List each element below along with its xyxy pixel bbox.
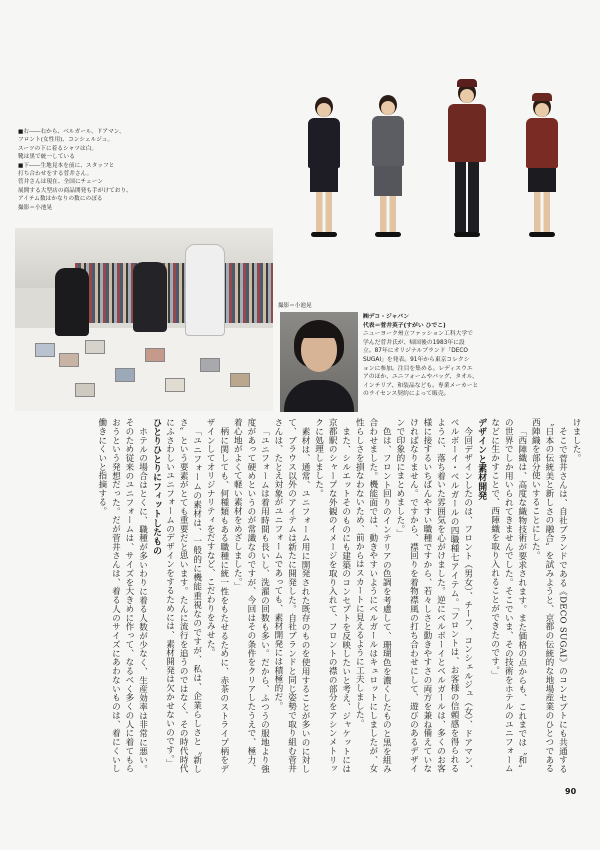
caption-line: ■右――右から、ベルガール、ドアマン、 bbox=[18, 129, 125, 135]
page-number: 90 bbox=[565, 787, 577, 796]
bio-line: 学んだ菅井氏が、帰国後の1983年に設 bbox=[363, 339, 465, 346]
portrait-photo-credit: 撮影＝小池晃 bbox=[278, 303, 312, 309]
caption-line: 撮影＝小池晃 bbox=[18, 204, 53, 211]
bio-line: 代表＝菅井英子(すがい ひでこ) bbox=[363, 322, 446, 329]
company-profile bbox=[363, 313, 583, 399]
body-paragraph: そこで菅井さんは、自社ブランドである《DECO SUGAI》のコンセプトにも共通する〝日本の伝統美と新しさの融合〟を試みようと、京都の伝統的な地場産業のひとつである西陣織を部分使いすることにした。 bbox=[530, 418, 568, 773]
bio-line: 立。87年にオリジナルブランド「DECO bbox=[363, 348, 468, 355]
caption-line: アイテム数はかなりの数にのぼる bbox=[18, 196, 103, 203]
photo-caption bbox=[18, 128, 233, 212]
portrait-photo bbox=[280, 312, 358, 412]
figure-concierge bbox=[372, 95, 404, 237]
uniform-figures-photo bbox=[290, 70, 590, 245]
bio-line: のライセンス契約によって販売。 bbox=[363, 391, 450, 398]
caption-line: 展開する大型店の商品開発も手がけており、 bbox=[18, 187, 132, 194]
figure-bellgirl bbox=[526, 93, 558, 237]
bio-line: SUGAI」を発表。91年から東京コレクシ bbox=[363, 356, 470, 363]
body-paragraph: 色は、フロント回りのインテリアの色調を考慮して、珊瑚色を濃くしたものと黒を組み合わせました。機能面では、動きやすいようにベルガールはキュロットにしましたが、女性らしさを損なわないため、前からはスカートに見えるように工夫しました。 bbox=[354, 418, 392, 773]
body-paragraph: 今回デザインしたのは、フロント（男女）、チーフ、コンシェルジュ（女）、ドアマン、ベルボーイ・ベルガールの四職種七アイテム。「フロントは、お客様の信頼感を得られるように、落ち着いた雰囲気を心がけました。逆にベルボーイとベルガールは、多くのお客様に接するいちばんやすい職種ですから、若々しさと動きやすさの両方を兼ね備えていなければなりません。ですから、襟回りを着物襟風の打ち合わせにして、遊びのあるデザインで印象的にまとめました。」 bbox=[394, 418, 473, 773]
body-paragraph: 素材は、通常、ユニフォーム用に開発された既存のものを使用することが多いのに対して、ブラウス以外のアイテムは新たに開発した。自社ブランドと同じ姿勢で取り組む菅井さんは、たとえ対象がユニフォームであっても、素材開発には積極的だ。 bbox=[272, 418, 311, 773]
section-heading-design: デザインと素材開発 bbox=[476, 418, 487, 501]
article-body bbox=[16, 418, 582, 773]
bio-line: ㈱デコ・ジャパン bbox=[363, 314, 410, 320]
section-heading-fit: ひとりひとりにフィットしたもの bbox=[151, 418, 162, 556]
figure-front-female bbox=[308, 97, 340, 237]
caption-line: 靴は黒で統一している bbox=[18, 154, 75, 161]
body-paragraph: 「西陣織は、高度な織物技術が要求されます。また価格の点からも、これまでは〝和〟の世界でしか用いられてきませんでした。そこでいま、その技術をホテルのユニフォームなどに生かすことで、西陣織を取り入れることができたのです。」 bbox=[489, 418, 527, 773]
body-paragraph: 「ユニフォームは着用時間も長いし、洗濯の回数も多い。だから、ふつうの服地より強度があって硬めというのが常識なのですが、今回はその条件をクリアしたうえで、極力、着心地がよくて軽い素材をめざしました。」 bbox=[232, 418, 270, 773]
caption-line: 菅井さんは現在、全国にチェーン bbox=[18, 179, 104, 186]
caption-line: スーツの下に着るシャツは白。 bbox=[18, 145, 98, 152]
caption-line: ■下――生地見本を前に、スタッフと bbox=[18, 162, 115, 169]
bio-line: インテリア、和装品なども。専業メーカーと bbox=[363, 382, 479, 389]
studio-meeting-photo bbox=[15, 228, 273, 411]
caption-line: 打ち合わせをする菅井さん。 bbox=[18, 171, 93, 178]
body-paragraph: けました。 bbox=[571, 418, 581, 463]
bio-line: ニューヨーク州立ファッション工科大学で bbox=[363, 331, 473, 338]
caption-line: フロント(女性用)、コンシェルジュ。 bbox=[18, 137, 114, 144]
body-paragraph: ホテルの場合はとくに、職種が多いわりに着る人数が少なく、生産効率は非常に悪い。そのため従来のユニフォームは、サイズを大きめに作って、なるべく多くの人に着てもらおうという発想だった。だが菅井さんは、着る人のサイズにあわないものは、着にくいし働きにくいと指摘する。 bbox=[96, 418, 148, 773]
bio-line: アのほか、ユニフォームやバッグ、タオル、 bbox=[363, 374, 478, 381]
figure-doorman bbox=[448, 79, 486, 237]
body-paragraph: 「ユニフォームの素材は、一般的に機能重視なのですが、私は、企業らしさと〝新しさ〟という要素がとても重要だと思います。たんに流行を追うのではなく、その時代時代にふさわしいユニフォームのデザインをするためには、素材開発は欠かせないのです。」 bbox=[164, 418, 202, 773]
bio-line: ョンに参加。注目を集める。レディスウエ bbox=[363, 365, 473, 372]
body-paragraph: 柄に関しても、何種類もある職種に統一性をもたせるために、赤茶のストライプ柄をデザインしてオリジナリティをだすなど、こだわりをみせた。 bbox=[205, 418, 229, 773]
body-paragraph: また、シルエットそのものにも建築のコンセプトを反映したいと考え、ジャケットには京都駅のシャープな外観のイメージを取り入れて、フロントの襟の部分をアシンメトリックに処理しました。 bbox=[313, 418, 351, 773]
